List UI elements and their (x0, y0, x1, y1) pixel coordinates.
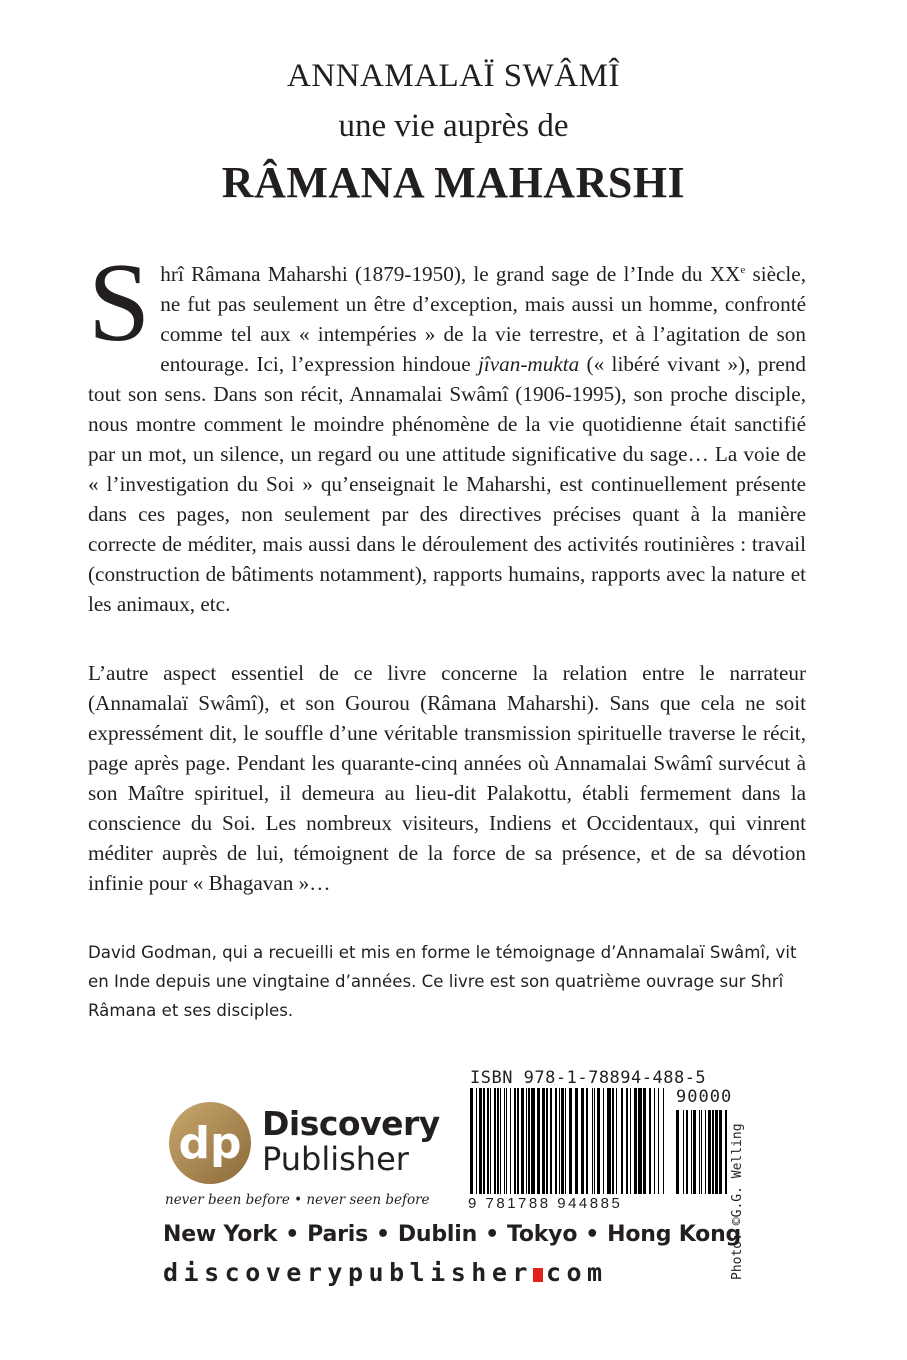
barcode-bar (546, 1088, 548, 1194)
barcode-bar (725, 1110, 727, 1194)
blurb-paragraph-1 (88, 241, 806, 619)
blurb-paragraph-2: L’autre aspect essentiel de ce livre concerne la relation entre le narrateur (Annamalaï Swâmî), et son Gourou (Râmana Maharshi). Sans que cela ne soit expressément dit, le souffle d’une véritable transmission spirituelle traverse le récit, page après page. Pendant les quarante-cinq années où Annamalai Swâmî survécut à son Maître spirituel, il demeura au lieu-dit Palakottu, établi fermement dans la conscience du Soi. Les nombreux visiteurs, Indiens et Occidentaux, qui vinrent méditer auprès de lui, témoignent de la force de sa présence, et de sa dévotion infinie pour « Bhagavan »… (88, 661, 806, 895)
barcode-bar (514, 1088, 516, 1194)
blurb-p1-italic-term: jîvan-mukta (478, 352, 580, 377)
publisher-cities (163, 1222, 741, 1247)
website-domain: discoverypublisher (163, 1258, 533, 1287)
barcode-bar (676, 1110, 679, 1194)
barcode-bar (603, 1088, 604, 1194)
barcode-bar (565, 1088, 566, 1194)
barcode-bar (638, 1088, 642, 1194)
barcode-bar (581, 1088, 584, 1194)
barcode-bar (693, 1110, 696, 1194)
price-code: 90000 (676, 1087, 733, 1107)
barcode-bar (517, 1088, 519, 1194)
barcode-bar (708, 1110, 711, 1194)
barcode-bar (715, 1110, 718, 1194)
bullet-separator: • (585, 1222, 600, 1247)
barcode-bar (643, 1088, 646, 1194)
blurb-p1-first: hrî Râmana Maharshi (1879-1950), le grand sage de l’Inde du XX (160, 262, 741, 287)
author-note: David Godman, qui a recueilli et mis en forme le témoignage d’Annamalaï Swâmî, vit en Inde depuis une vingtaine d’années. Ce livre est son quatrième ouvrage sur Shrî Râmana et ses disciples. (88, 943, 797, 1020)
city-name: New York (163, 1222, 278, 1247)
discovery-publisher-logo (165, 1100, 255, 1186)
barcode-bar (559, 1088, 560, 1194)
website-tld: com (545, 1258, 608, 1287)
barcode-bar (658, 1088, 659, 1194)
barcode-bar (691, 1110, 692, 1194)
barcode-bar (500, 1088, 501, 1194)
book-title-author: ANNAMALAÏ SWÂMÎ (287, 58, 620, 94)
book-title-subject: RÂMANA MAHARSHI (221, 158, 686, 207)
barcode-bar (506, 1088, 507, 1194)
barcode-bar (630, 1088, 631, 1194)
barcode-bar (634, 1088, 637, 1194)
barcode-bar (594, 1088, 595, 1194)
barcode-bar (592, 1088, 593, 1194)
barcode (470, 1087, 733, 1194)
barcode-bar (712, 1110, 714, 1194)
barcode-bar (649, 1088, 651, 1194)
city-name: Paris (307, 1222, 368, 1247)
publisher-name-line2: Publisher (262, 1140, 409, 1178)
publisher-website[interactable] (163, 1258, 608, 1287)
barcode-bar (497, 1088, 499, 1194)
logo-letters: dp (178, 1118, 242, 1169)
blurb-p1-rest: (« libéré vivant »), prend tout son sens. Dans son récit, Annamalai Swâmî (1906-1995), son proche disciple, nous montre comment le moindre phénomène de la vie quotidienne était sanctifié par un mot, un silence, un regard ou une attitude significative du sage… La voie de « l’investigation du Soi » qu’enseignait le Maharshi, est continuellement présente dans ces pages, non seulement par des directives précises quant à la manière correcte de méditer, mais aussi dans le déroulement des activités routinières : travail (construction de bâtiments notamment), rapports humains, rapports avec la nature et les animaux, etc. (88, 352, 806, 617)
barcode-bar (483, 1088, 485, 1194)
isbn-text: ISBN 978-1-78894-488-5 (470, 1068, 707, 1088)
book-title-subtitle: une vie auprès de (338, 108, 569, 144)
barcode-bar (612, 1088, 614, 1194)
barcode-bar (575, 1088, 578, 1194)
barcode-bar (510, 1088, 511, 1194)
barcode-bar (521, 1088, 524, 1194)
city-name: Hong Kong (607, 1222, 742, 1247)
barcode-bar (542, 1088, 545, 1194)
barcode-bar (654, 1088, 655, 1194)
barcode-bar (719, 1110, 722, 1194)
barcode-bar (526, 1088, 527, 1194)
barcode-bar (550, 1088, 552, 1194)
barcode-bar (487, 1088, 489, 1194)
barcode-bar (470, 1088, 473, 1194)
publisher-tagline: never been before • never seen before (165, 1192, 430, 1208)
bullet-separator: • (485, 1222, 499, 1247)
century-superscript: e (740, 264, 746, 276)
barcode-bar (494, 1088, 496, 1194)
website-red-dot (533, 1268, 543, 1282)
barcode-bar (686, 1110, 688, 1194)
barcode-bar (616, 1088, 617, 1194)
city-name: Tokyo (506, 1222, 578, 1247)
barcode-bar (476, 1088, 477, 1194)
barcode-bar (537, 1088, 540, 1194)
bullet-separator: • (285, 1222, 300, 1247)
barcode-bar (699, 1110, 700, 1194)
barcode-bar (705, 1110, 706, 1194)
ean-digits: 9 781788 944885 (468, 1195, 623, 1212)
blurb-p1-mid: siècle, ne fut pas seulement un être d’exception, mais aussi un homme, confronté comme tel aux « intempéries » de la vie terrestre, et à l’agitation de son entourage. Ici, l’expression hindoue (160, 262, 806, 377)
barcode-bar (621, 1088, 623, 1194)
city-name: Dublin (397, 1222, 478, 1247)
barcode-bar (528, 1088, 530, 1194)
barcode-bar (586, 1088, 588, 1194)
barcode-bar (683, 1110, 684, 1194)
barcode-bar (663, 1088, 664, 1194)
photo-credit: Photo: ©G.G. Welling (730, 1123, 745, 1280)
barcode-bar (569, 1088, 572, 1194)
barcode-bar (531, 1088, 535, 1194)
barcode-bar (597, 1088, 600, 1194)
barcode-bar (561, 1088, 564, 1194)
publisher-name-line1: Discovery (262, 1104, 440, 1143)
barcode-bar (701, 1110, 702, 1194)
barcode-bar (626, 1088, 628, 1194)
bullet-separator: • (375, 1222, 390, 1247)
barcode-bar (607, 1088, 611, 1194)
barcode-bar (555, 1088, 557, 1194)
barcode-bar (490, 1088, 491, 1194)
barcode-bar (504, 1088, 505, 1194)
barcode-bar (479, 1088, 482, 1194)
drop-cap: S (88, 241, 151, 365)
